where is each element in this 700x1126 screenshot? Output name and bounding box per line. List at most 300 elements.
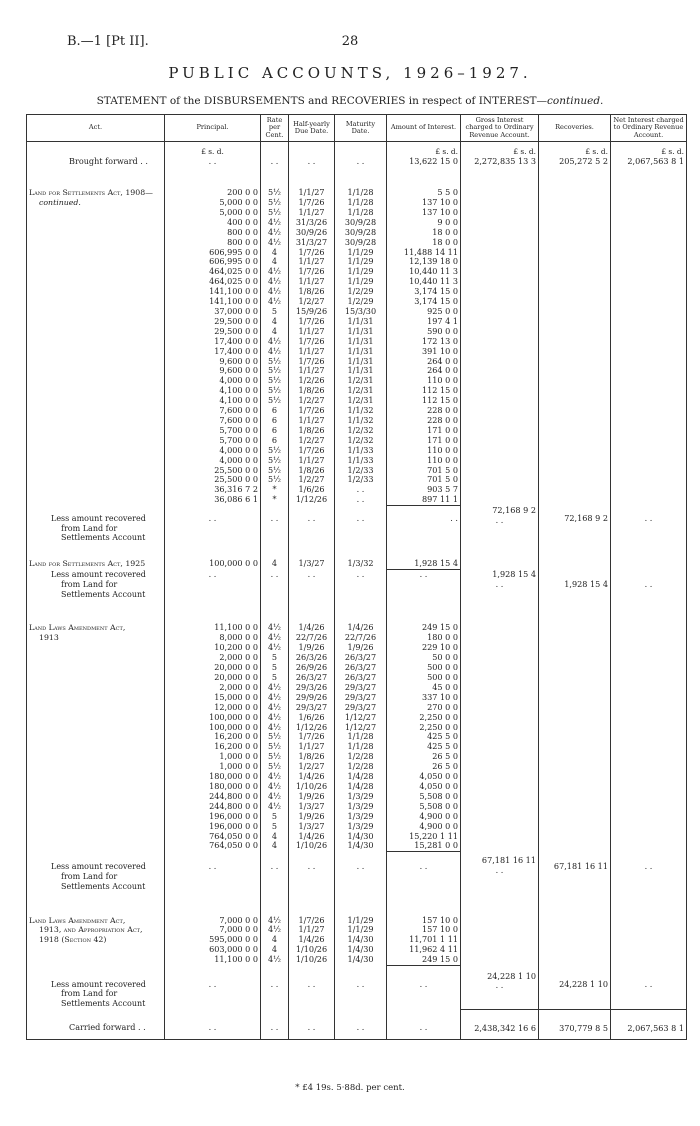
col-rate: Rate per Cent. <box>261 115 289 142</box>
brought-forward-label: Brought forward . . <box>69 156 148 167</box>
due-date: 1/7/26 <box>298 335 325 346</box>
dots: . . <box>387 1009 461 1039</box>
units-net: £ s. d. <box>611 142 687 157</box>
dots: . . <box>495 578 504 589</box>
due-date: 1/8/26 <box>298 464 325 475</box>
col-due-date: Half-yearly Due Date. <box>289 115 335 142</box>
section-title-text: Land for Settlements Act, 1908— <box>29 188 153 198</box>
interest: 171 0 0 <box>427 434 458 445</box>
due-date: 1/2/27 <box>298 296 325 307</box>
principal: 20,000 0 0 <box>214 672 258 682</box>
maturity-date: 26/3/27 <box>344 662 377 673</box>
maturity-date: 1/9/26 <box>347 642 374 653</box>
maturity-date: 1/2/28 <box>347 761 374 772</box>
maturity-date: 1/2/31 <box>347 375 374 386</box>
principal: 606,995 0 0 <box>209 246 258 257</box>
rate: 4 <box>271 840 278 851</box>
section-land-settlements-1925 <box>27 543 687 569</box>
brought-forward-gross: 2,272,835 13 3 <box>461 157 539 181</box>
due-date: 1/6/26 <box>298 711 325 722</box>
interest: 172 13 0 <box>421 335 458 346</box>
due-date: 1/10/26 <box>295 954 328 965</box>
interest: 137 10 0 <box>421 197 458 208</box>
maturity-date: 22/7/26 <box>344 632 377 643</box>
carried-forward-recoveries: 370,779 8 5 <box>539 1009 611 1039</box>
due-date: 1/3/27 <box>298 820 325 831</box>
interest: 229 10 0 <box>421 642 458 653</box>
maturity-date: 1/2/29 <box>347 286 374 297</box>
maturity-date: 15/3/30 <box>344 306 377 316</box>
interest: 249 15 0 <box>421 954 458 965</box>
section-title: Land Laws Amendment Act, 1913 <box>29 623 126 643</box>
subtitle-main: STATEMENT of the DISBURSEMENTS and RECOVERIES in respect of INTEREST <box>96 95 537 107</box>
interest: 5,508 0 0 <box>419 790 458 801</box>
section-4-less-row <box>27 966 687 1010</box>
dots: . . <box>611 852 687 892</box>
page-number: 28 <box>341 34 359 49</box>
due-date: 1/1/27 <box>298 924 325 935</box>
dots: . . <box>289 157 335 181</box>
due-date: 22/7/26 <box>295 632 328 643</box>
maturity-date: 29/3/27 <box>344 681 377 692</box>
section-land-laws-appropriation <box>27 892 687 966</box>
section-1-gross: 72,168 9 2 <box>492 504 536 515</box>
principal: 244,800 0 0 <box>209 790 258 801</box>
rate: 4½ <box>268 632 281 643</box>
interest: 26 5 0 <box>432 751 458 762</box>
principal: 15,000 0 0 <box>214 691 258 702</box>
rate: 4 <box>271 944 278 955</box>
maturity-date: 1/1/29 <box>347 246 374 257</box>
principal: 603,000 0 0 <box>209 944 258 955</box>
rate: 5½ <box>268 731 281 742</box>
maturity-date: 1/2/33 <box>347 464 374 475</box>
dots: . . <box>387 966 461 1010</box>
maturity-date: 1/1/28 <box>347 206 374 217</box>
principal: 4,000 0 0 <box>219 454 258 465</box>
principal: 764,050 0 0 <box>209 830 258 841</box>
rate: 5½ <box>268 395 281 406</box>
rate: 4½ <box>268 790 281 801</box>
section-land-laws-1913 <box>27 599 687 851</box>
document-reference: B.—1 [Pt II]. <box>67 34 149 49</box>
interest: 171 0 0 <box>427 424 458 435</box>
maturity-date: 1/4/26 <box>347 622 374 633</box>
section-title <box>29 188 162 208</box>
due-date: 1/1/27 <box>298 206 325 217</box>
dots: . . <box>165 852 261 892</box>
interest: 15,281 0 0 <box>414 840 458 851</box>
principal: 141,100 0 0 <box>209 296 258 307</box>
due-date: 1/4/26 <box>298 622 325 633</box>
col-gross-interest: Gross Interest charged to Ordinary Revenue Account. <box>461 115 539 142</box>
interest: 903 5 7 <box>427 484 458 495</box>
due-date: 1/12/26 <box>295 494 328 505</box>
rate: 4 <box>271 934 278 945</box>
less-recovered-label: Less amount recovered from Land for Settlements Account <box>51 979 146 1009</box>
interest: 11,488 14 11 <box>403 246 458 257</box>
rate: 5½ <box>268 761 281 772</box>
principal: 1,000 0 0 <box>219 761 258 772</box>
principal: 25,500 0 0 <box>214 464 258 475</box>
rate: 4½ <box>268 622 281 633</box>
due-date: 1/7/26 <box>298 731 325 742</box>
section-4-recoveries: 24,228 1 10 <box>539 966 611 1010</box>
maturity-date: 1/1/32 <box>347 414 374 425</box>
principal: 9,600 0 0 <box>219 355 258 366</box>
rate: 4½ <box>268 924 281 935</box>
due-date: 1/10/26 <box>295 944 328 955</box>
principal: 5,000 0 0 <box>219 197 258 208</box>
due-date: 30/9/26 <box>295 226 328 237</box>
due-date: 1/2/27 <box>298 761 325 772</box>
interest: 197 4 1 <box>427 315 458 326</box>
interest: 110 0 0 <box>427 454 458 465</box>
col-recoveries: Recoveries. <box>539 115 611 142</box>
maturity-date: 1/12/27 <box>344 721 377 732</box>
dots: . . <box>611 506 687 544</box>
carried-forward-gross: 2,438,342 16 6 <box>461 1009 539 1039</box>
principal: 7,000 0 0 <box>219 924 258 935</box>
rate: 4 <box>261 543 289 569</box>
rate: 5½ <box>268 375 281 386</box>
interest: 5,508 0 0 <box>419 800 458 811</box>
interest: 157 10 0 <box>421 914 458 925</box>
interest: 110 0 0 <box>427 375 458 386</box>
interest: 45 0 0 <box>432 681 458 692</box>
footnote: * £4 19s. 5·88d. per cent. <box>295 1083 405 1093</box>
rate: 5½ <box>268 444 281 455</box>
dots: . . <box>387 570 461 600</box>
rate: 5½ <box>268 474 281 485</box>
section-3-less-row <box>27 852 687 892</box>
maturity-date: 1/1/31 <box>347 365 374 376</box>
due-date: 29/3/26 <box>295 681 328 692</box>
dots: . . <box>165 966 261 1010</box>
interest: 11,962 4 11 <box>409 944 458 955</box>
due-date: 15/9/26 <box>295 306 328 316</box>
rate: 5½ <box>268 741 281 752</box>
maturity-date: 1/3/29 <box>347 800 374 811</box>
brought-forward-interest: 13,622 15 0 <box>387 157 461 181</box>
dots: . . <box>335 966 387 1010</box>
due-date: 26/3/26 <box>295 652 328 663</box>
interest: 425 5 0 <box>427 731 458 742</box>
due-date: 1/12/26 <box>295 721 328 732</box>
dots: . . <box>335 157 387 181</box>
interest: 228 0 0 <box>427 405 458 416</box>
maturity-date: 1/1/31 <box>347 315 374 326</box>
due-date: 1/2/27 <box>298 395 325 406</box>
principal: 595,000 0 0 <box>209 934 258 945</box>
rate: * <box>272 494 277 505</box>
due-date: 1/2/27 <box>298 474 325 485</box>
due-date: 1/7/26 <box>298 315 325 326</box>
principal: 10,200 0 0 <box>214 642 258 653</box>
dots: . . <box>289 1009 335 1039</box>
dots: . . <box>289 852 335 892</box>
section-2-gross: 1,928 15 4 <box>492 568 536 579</box>
maturity-date: 1/1/31 <box>347 355 374 366</box>
rate: 4½ <box>268 296 281 307</box>
principal: 606,995 0 0 <box>209 256 258 267</box>
interest: 391 10 0 <box>421 345 458 356</box>
principal: 5,700 0 0 <box>219 424 258 435</box>
maturity-date: 1/3/29 <box>347 790 374 801</box>
interest: 15,220 1 11 <box>409 830 458 841</box>
section-title: Land for Settlements Act, 1925 <box>29 559 146 569</box>
maturity-date: 1/1/28 <box>347 187 374 198</box>
section-2-less-row <box>27 570 687 600</box>
due-date: 1/2/27 <box>298 434 325 445</box>
due-date: 1/7/26 <box>298 914 325 925</box>
principal: 11,100 0 0 <box>214 954 258 965</box>
section-1-recoveries: 72,168 9 2 <box>539 506 611 544</box>
maturity-date: 1/1/29 <box>347 924 374 935</box>
rate: 4½ <box>268 286 281 297</box>
principal: 7,000 0 0 <box>219 914 258 925</box>
rate: 4½ <box>268 711 281 722</box>
dots: . . <box>261 1009 289 1039</box>
interest: 137 10 0 <box>421 206 458 217</box>
rate: 5½ <box>268 385 281 396</box>
due-date: 1/1/27 <box>298 365 325 376</box>
maturity-date: 26/3/27 <box>344 672 377 682</box>
due-date: 1/4/26 <box>298 934 325 945</box>
interest: 9 0 0 <box>437 216 458 227</box>
principal: 12,000 0 0 <box>214 701 258 712</box>
dots: . . <box>495 980 504 991</box>
interest: 110 0 0 <box>427 444 458 455</box>
maturity-date: 1/1/33 <box>347 444 374 455</box>
maturity-date: 26/3/27 <box>344 652 377 663</box>
maturity-date: 1/1/29 <box>347 276 374 287</box>
principal: 1,000 0 0 <box>219 751 258 762</box>
maturity-date: 1/2/32 <box>347 424 374 435</box>
due-date: 1/7/26 <box>298 444 325 455</box>
rate: 6 <box>271 424 278 435</box>
interest: 337 10 0 <box>421 691 458 702</box>
interest: 270 0 0 <box>427 701 458 712</box>
brought-forward-net: 2,067,563 8 1 <box>611 157 687 181</box>
statement-subtitle <box>0 95 700 107</box>
maturity-date: 29/3/27 <box>344 701 377 712</box>
maturity-date: . . <box>356 494 365 505</box>
maturity-date: 1/1/29 <box>347 256 374 267</box>
rate: 5 <box>271 306 278 316</box>
principal: 4,000 0 0 <box>219 444 258 455</box>
dots: . . <box>335 570 387 600</box>
interest: 18 0 0 <box>432 226 458 237</box>
interest: 10,440 11 3 <box>409 276 458 287</box>
interest: 10,440 11 3 <box>409 266 458 277</box>
principal: 37,000 0 0 <box>214 306 258 316</box>
principal: 4,100 0 0 <box>219 395 258 406</box>
col-interest: Amount of Interest. <box>387 115 461 142</box>
due-date: 1/10/26 <box>295 780 328 791</box>
rate: 4 <box>271 315 278 326</box>
rate: 4 <box>271 830 278 841</box>
principal: 25,500 0 0 <box>214 474 258 485</box>
principal: 100,000 0 0 <box>165 543 261 569</box>
maturity-date: 1/2/28 <box>347 751 374 762</box>
interest: 4,050 0 0 <box>419 780 458 791</box>
interest: 4,050 0 0 <box>419 771 458 782</box>
due-date: 1/1/27 <box>298 256 325 267</box>
principal: 17,400 0 0 <box>214 335 258 346</box>
due-date: 1/9/26 <box>298 790 325 801</box>
principal: 464,025 0 0 <box>209 276 258 287</box>
interest: 897 11 1 <box>421 494 458 505</box>
maturity-date: 1/4/30 <box>347 954 374 965</box>
rate: 5½ <box>268 751 281 762</box>
due-date: 1/8/26 <box>298 424 325 435</box>
rate: 4½ <box>268 226 281 237</box>
interest: 1,928 15 4 <box>387 543 461 569</box>
principal: 196,000 0 0 <box>209 820 258 831</box>
less-recovered-label: Less amount recovered from Land for Settlements Account <box>51 861 146 891</box>
interest: 264 0 0 <box>427 355 458 366</box>
principal: 11,100 0 0 <box>214 622 258 633</box>
rate: 4½ <box>268 721 281 732</box>
maturity-date: 1/1/28 <box>347 731 374 742</box>
due-date: 1/3/27 <box>298 800 325 811</box>
principal: 36,086 6 1 <box>214 494 258 505</box>
section-1-less-row <box>27 506 687 544</box>
dots: . . <box>335 1009 387 1039</box>
dots: . . <box>335 852 387 892</box>
interest: 12,139 18 0 <box>409 256 458 267</box>
due-date: 1/7/26 <box>298 266 325 277</box>
maturity-date: 1/4/30 <box>347 830 374 841</box>
due-date: 1/8/26 <box>298 385 325 396</box>
principal: 100,000 0 0 <box>209 721 258 732</box>
principal: 4,100 0 0 <box>219 385 258 396</box>
col-maturity-date: Maturity Date. <box>335 115 387 142</box>
due-date: 1/7/26 <box>298 405 325 416</box>
due-date: 31/3/26 <box>295 216 328 227</box>
rate: 5½ <box>268 187 281 198</box>
rate: 5½ <box>268 454 281 465</box>
principal: 9,600 0 0 <box>219 365 258 376</box>
dots: . . <box>495 864 504 875</box>
maturity-date: 1/3/29 <box>347 810 374 821</box>
rate: 4½ <box>268 800 281 811</box>
interest: 4,900 0 0 <box>419 820 458 831</box>
units-row <box>27 142 687 157</box>
dots: . . <box>165 1009 261 1039</box>
section-2-recoveries: 1,928 15 4 <box>539 570 611 600</box>
dots: . . <box>335 506 387 544</box>
interest: 112 15 0 <box>421 385 458 396</box>
rate: 4½ <box>268 335 281 346</box>
section-land-settlements-1908 <box>27 181 687 506</box>
rate: 4 <box>271 325 278 336</box>
maturity-date: 1/2/29 <box>347 296 374 307</box>
principal: 400 0 0 <box>227 216 258 227</box>
rate: 4 <box>271 256 278 267</box>
due-date: 1/1/27 <box>298 741 325 752</box>
interest: 590 0 0 <box>427 325 458 336</box>
principal: 36,316 7 2 <box>214 484 258 495</box>
interest: 112 15 0 <box>421 395 458 406</box>
due-date: 1/2/26 <box>298 375 325 386</box>
rate: 5½ <box>268 206 281 217</box>
rate: 4½ <box>268 914 281 925</box>
dots: . . <box>289 570 335 600</box>
due-date: 26/3/27 <box>295 672 328 682</box>
dots: . . <box>495 514 504 525</box>
maturity-date: 1/3/32 <box>335 543 387 569</box>
principal: 7,600 0 0 <box>219 405 258 416</box>
due-date: 1/7/26 <box>298 355 325 366</box>
interest: 500 0 0 <box>427 662 458 673</box>
rate: 5½ <box>268 355 281 366</box>
carried-forward-row <box>27 1009 687 1039</box>
rate: 4½ <box>268 691 281 702</box>
due-date: 1/7/26 <box>298 197 325 208</box>
interest: 701 5 0 <box>427 464 458 475</box>
maturity-date: . . <box>356 484 365 495</box>
maturity-date: 1/2/31 <box>347 395 374 406</box>
interest: 180 0 0 <box>427 632 458 643</box>
principal: 29,500 0 0 <box>214 325 258 336</box>
dots: . . <box>289 506 335 544</box>
due-date: 1/1/27 <box>298 276 325 287</box>
due-date: 1/7/26 <box>298 246 325 257</box>
maturity-date: 1/4/30 <box>347 934 374 945</box>
maturity-date: 1/1/28 <box>347 197 374 208</box>
interest: 425 5 0 <box>427 741 458 752</box>
rate: * <box>272 484 277 495</box>
principal: 100,000 0 0 <box>209 711 258 722</box>
section-3-recoveries: 67,181 16 11 <box>539 852 611 892</box>
rate: 6 <box>271 414 278 425</box>
principal: 4,000 0 0 <box>219 375 258 386</box>
due-date: 1/4/26 <box>298 830 325 841</box>
units-gross: £ s. d. <box>461 142 539 157</box>
maturity-date: 30/9/28 <box>344 236 377 247</box>
due-date: 1/1/27 <box>298 187 325 198</box>
rate: 4½ <box>268 236 281 247</box>
maturity-date: 1/12/27 <box>344 711 377 722</box>
due-date: 1/3/27 <box>289 543 335 569</box>
due-date: 29/9/26 <box>295 691 328 702</box>
maturity-date: 1/2/31 <box>347 385 374 396</box>
rate: 4½ <box>268 216 281 227</box>
rate: 4½ <box>268 642 281 653</box>
units-principal: £ s. d. <box>165 142 261 157</box>
rate: 5½ <box>268 365 281 376</box>
due-date: 1/1/27 <box>298 325 325 336</box>
dots: . . <box>165 570 261 600</box>
page-title: PUBLIC ACCOUNTS, 1926–1927. <box>168 64 532 82</box>
principal: 20,000 0 0 <box>214 662 258 673</box>
rate: 4½ <box>268 701 281 712</box>
col-net-interest: Net Interest charged to Ordinary Revenue Account. <box>611 115 687 142</box>
interest: 5 5 0 <box>437 187 458 198</box>
rate: 5 <box>271 672 278 682</box>
due-date: 26/9/26 <box>295 662 328 673</box>
interest: 925 0 0 <box>427 306 458 316</box>
interest: 2,250 0 0 <box>419 721 458 732</box>
rate: 6 <box>271 434 278 445</box>
principal: 464,025 0 0 <box>209 266 258 277</box>
due-date: 31/3/27 <box>295 236 328 247</box>
maturity-date: 1/1/28 <box>347 741 374 752</box>
dots: . . <box>261 506 289 544</box>
subtitle-continued: —continued. <box>536 95 604 107</box>
